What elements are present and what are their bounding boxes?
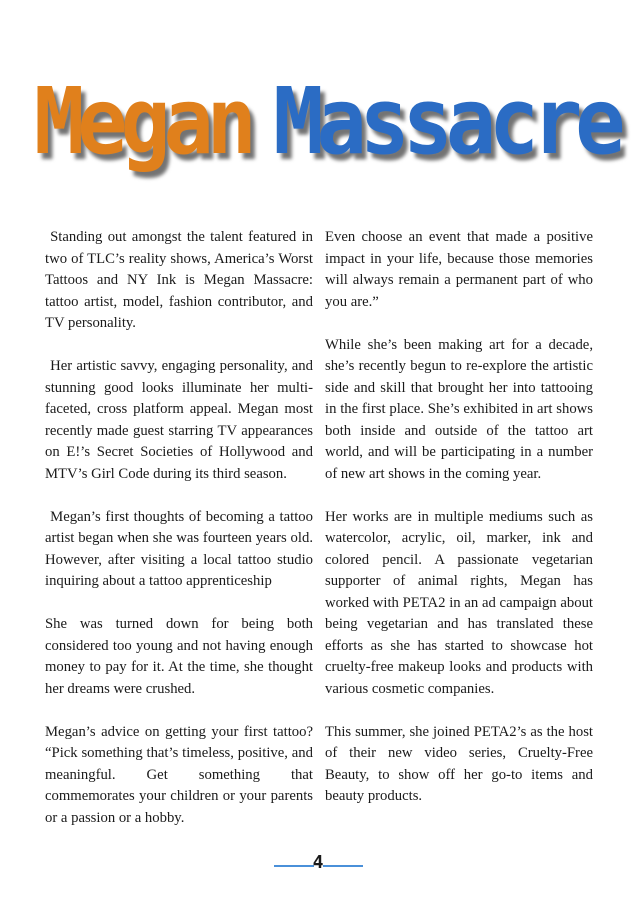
page-number-rule-right <box>323 865 363 867</box>
paragraph: She was turned down for being both considered too young and not having enough money to pay for it. At the time, she thought her dreams were crushed. <box>45 616 313 697</box>
paragraph: Standing out amongst the talent featured in two of TLC’s reality shows, America’s Worst Tattoos and NY Ink is Megan Massacre: tattoo artist, model, fashion contributor, and TV personality. <box>45 229 313 331</box>
paragraph: Her artistic savvy, engaging personality, and stunning good looks illuminate her multi-faceted, cross platform appeal. Megan most recently made guest starring TV appearances on E!’s Secret Societies of Hollywood and MTV’s Girl Code during its third season. <box>45 358 313 482</box>
paragraph: Megan’s first thoughts of becoming a tattoo artist began when she was fourteen years old. However, after visiting a local tattoo studio inquiring about a tattoo apprenticeship <box>45 508 313 589</box>
page-title <box>34 62 619 182</box>
paragraph: While she’s been making art for a decade, she’s recently begun to re-explore the artistic side and skill that brought her into tattooing in the first place. She’s exhibited in art shows both inside and outside of the tattoo art world, and will be participating in a number of new art shows in the coming year. <box>325 336 593 482</box>
page-number: 4 <box>312 852 324 873</box>
paragraph: Her works are in multiple mediums such as watercolor, acrylic, oil, marker, ink and colored pencil. A passionate vegetarian supporter of animal rights, Megan has worked with PETA2 in an ad campaign about being vegetarian and has translated these efforts as she has started to showcase hot cruelty-free makeup looks and products with various cosmetic companies. <box>325 508 593 697</box>
paragraph: Megan’s advice on getting your first tattoo? “Pick something that’s timeless, positive, and meaningful. Get something that commemorates your children or your parents or a passion or a hobby. <box>45 723 313 826</box>
right-column <box>325 227 593 808</box>
paragraph: This summer, she joined PETA2’s as the host of their new video series, Cruelty-Free Beauty, to show off her go-to items and beauty products. <box>325 723 593 804</box>
paragraph: Even choose an event that made a positive impact in your life, because those memories will always remain a permanent part of who you are.” <box>325 229 593 310</box>
left-column <box>45 227 313 829</box>
title-second-word: Massacre <box>273 68 619 175</box>
title-first-word: Megan <box>34 68 250 175</box>
